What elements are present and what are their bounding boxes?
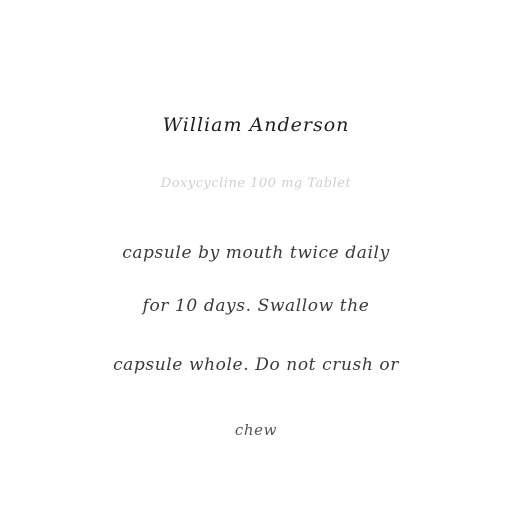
patient-name: William Anderson: [162, 114, 350, 136]
instruction-line-4: chew: [234, 421, 278, 439]
instruction-line-1: capsule by mouth twice daily: [122, 243, 390, 263]
medication-line-faded: Doxycycline 100 mg Tablet: [160, 176, 352, 191]
instruction-line-2: for 10 days. Swallow the: [142, 296, 370, 316]
instruction-line-3: capsule whole. Do not crush or: [113, 355, 399, 375]
